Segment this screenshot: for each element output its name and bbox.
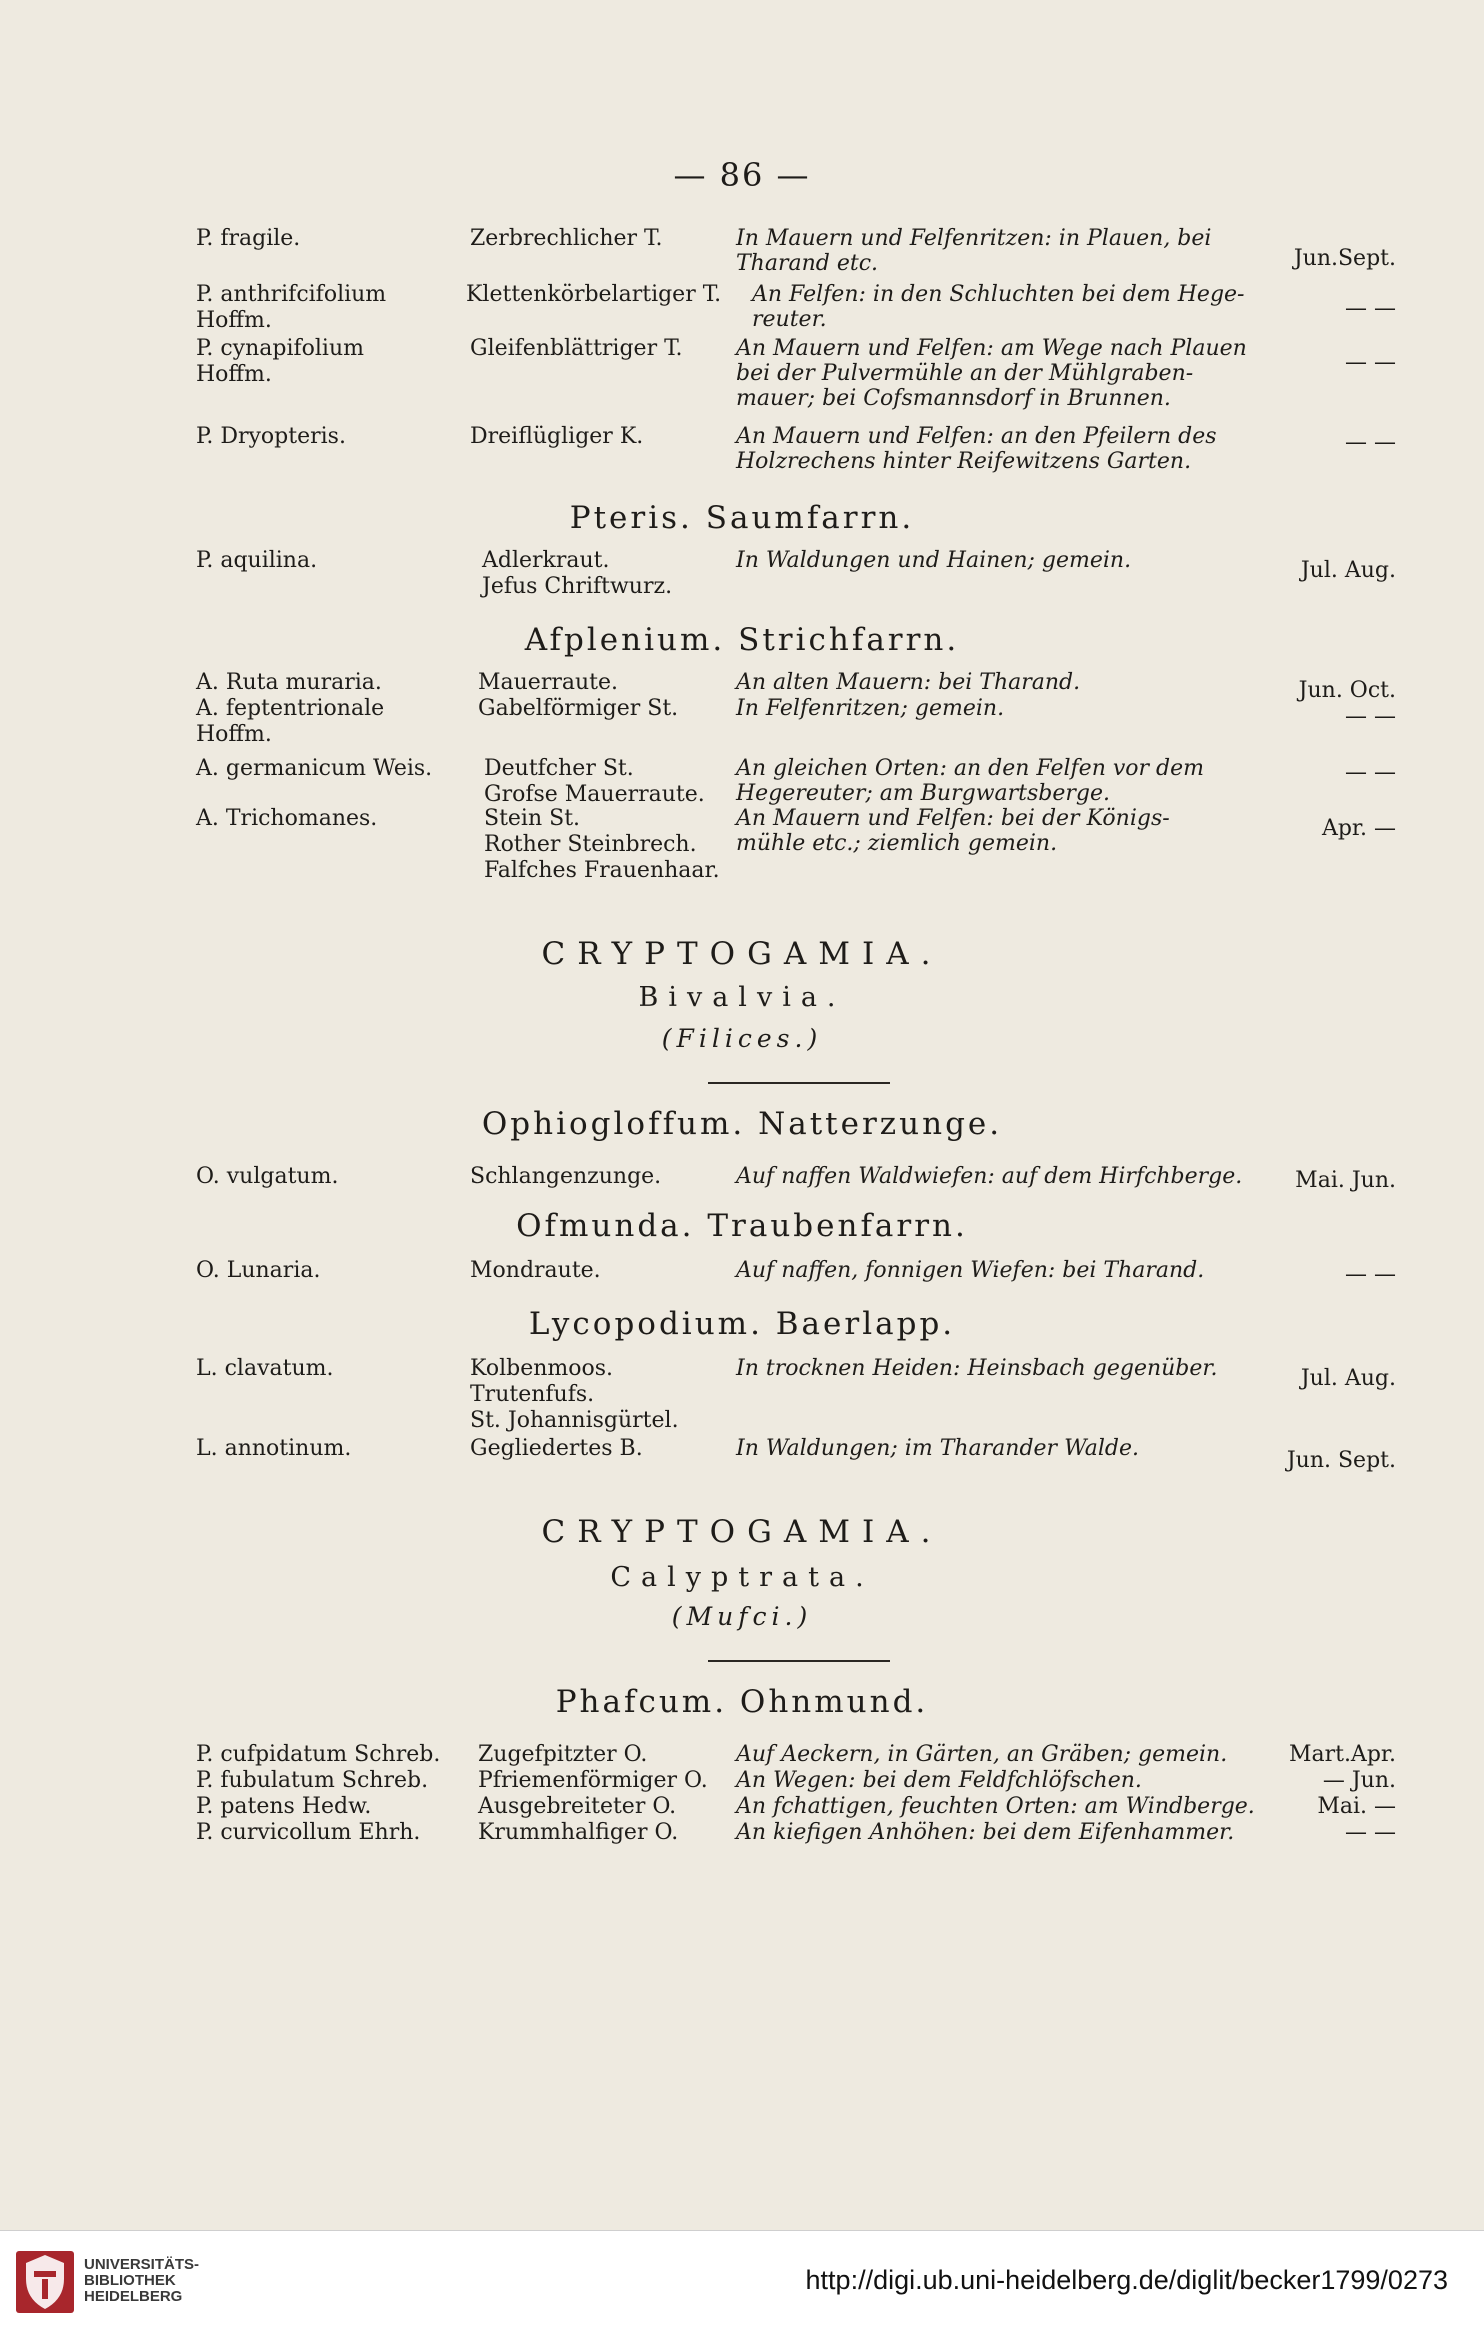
genus-heading: Lycopodium. Baerlapp. (528, 1306, 956, 1342)
flowering-season: — — (1345, 430, 1396, 455)
flowering-season: Apr. — (1321, 816, 1396, 841)
german-name: Kolbenmoos. Trutenfufs. St. Johannisgürtel. (470, 1356, 679, 1433)
flowering-season: — — (1345, 296, 1396, 321)
german-name: Dreiflügliger K. (470, 424, 644, 449)
flowering-season: Jul. Aug. (1300, 558, 1396, 583)
latin-name: P. cufpidatum Schreb. (196, 1742, 441, 1767)
german-name: Adlerkraut. Jefus Chriftwurz. (482, 548, 673, 599)
german-name: Gegliedertes B. (470, 1436, 643, 1461)
list-item (0, 696, 1484, 747)
divider (708, 1660, 890, 1662)
list-item (0, 336, 1484, 411)
german-name: Gleifenblättriger T. (470, 336, 683, 361)
list-item (0, 806, 1484, 883)
german-name: Mondraute. (470, 1258, 601, 1283)
genus-heading: Ofmunda. Traubenfarrn. (516, 1208, 968, 1244)
flowering-season: Mai. Jun. (1295, 1168, 1396, 1193)
latin-name: O. vulgatum. (196, 1164, 339, 1189)
german-name: Gabelförmiger St. (478, 696, 679, 721)
list-item (0, 548, 1484, 599)
list-item (0, 1820, 1484, 1845)
flowering-season: Jun. Sept. (1286, 1448, 1396, 1473)
flowering-season: Mai. — (1317, 1794, 1396, 1819)
habitat: In trocknen Heiden: Heinsbach gegenüber. (736, 1356, 1218, 1381)
german-name: Ausgebreiteter O. (478, 1794, 677, 1819)
list-item (0, 1258, 1484, 1287)
habitat: In Mauern und Felfenritzen: in Plauen, bei Tharand etc. (736, 226, 1212, 276)
german-name: Mauerraute. (478, 670, 619, 695)
list-item (0, 1768, 1484, 1793)
list-item (0, 1356, 1484, 1433)
habitat: An Wegen: bei dem Feldfchlöfschen. (736, 1768, 1142, 1793)
class-subtitle: Bivalvia. (638, 982, 846, 1013)
habitat: Auf naffen, fonnigen Wiefen: bei Tharand. (736, 1258, 1205, 1283)
latin-name: P. fubulatum Schreb. (196, 1768, 429, 1793)
latin-name: P. curvicollum Ehrh. (196, 1820, 421, 1845)
latin-name: L. clavatum. (196, 1356, 334, 1381)
genus-heading: Ophiogloffum. Natterzunge. (481, 1106, 1003, 1142)
source-url-link[interactable]: http://digi.ub.uni-heidelberg.de/diglit/becker1799/0273 (805, 2265, 1448, 2295)
class-title: CRYPTOGAMIA. (541, 1514, 943, 1550)
flowering-season: — Jun. (1322, 1768, 1396, 1793)
habitat: An Felfen: in den Schluchten bei dem Hege- reuter. (752, 282, 1245, 332)
habitat: An Mauern und Felfen: am Wege nach Plauen bei der Pulvermühle an der Mühlgraben- mauer; bei Cofsmannsdorf in Brunnen. (736, 336, 1247, 411)
list-item (0, 756, 1484, 807)
latin-name: O. Lunaria. (196, 1258, 321, 1283)
habitat: Auf naffen Waldwiefen: auf dem Hirfchberge. (736, 1164, 1243, 1189)
german-name: Deutfcher St. Grofse Mauerraute. (484, 756, 705, 807)
class-title: CRYPTOGAMIA. (541, 936, 943, 972)
genus-heading: Phafcum. Ohnmund. (555, 1684, 929, 1720)
flowering-season: — — (1345, 1262, 1396, 1287)
list-item (0, 282, 1484, 333)
list-item (0, 670, 1484, 703)
genus-heading: Pteris. Saumfarrn. (569, 500, 915, 536)
class-subtitle: Calyptrata. (610, 1562, 874, 1593)
german-name: Pfriemenförmiger O. (478, 1768, 708, 1793)
flowering-season: Mart.Apr. (1288, 1742, 1396, 1767)
latin-name: P. Dryopteris. (196, 424, 346, 449)
class-group: (Filices.) (661, 1024, 823, 1053)
latin-name: P. aquilina. (196, 548, 318, 573)
class-group: (Mufci.) (671, 1602, 813, 1631)
flowering-season: Jun.Sept. (1293, 246, 1396, 271)
footer-bar (0, 2230, 1484, 2333)
latin-name: A. Ruta muraria. (196, 670, 382, 695)
latin-name: P. fragile. (196, 226, 301, 251)
list-item (0, 424, 1484, 474)
list-item (0, 1742, 1484, 1767)
habitat: An kiefigen Anhöhen: bei dem Eifenhammer. (736, 1820, 1235, 1845)
divider (708, 1082, 890, 1084)
flowering-season: — — (1345, 350, 1396, 375)
flowering-season: — — (1345, 704, 1396, 729)
flowering-season: Jun. Oct. (1298, 678, 1396, 703)
library-name: UNIVERSITÄTS- BIBLIOTHEK HEIDELBERG (84, 2256, 200, 2305)
german-name: Zugefpitzter O. (478, 1742, 648, 1767)
latin-name: P. patens Hedw. (196, 1794, 372, 1819)
list-item (0, 1436, 1484, 1473)
university-seal-icon (14, 2249, 76, 2315)
genus-heading: Afplenium. Strichfarrn. (524, 622, 960, 658)
habitat: An alten Mauern: bei Tharand. (736, 670, 1081, 695)
german-name: Stein St. Rother Steinbrech. Falfches Frauenhaar. (484, 806, 720, 883)
latin-name: A. germanicum Weis. (196, 756, 433, 781)
list-item (0, 226, 1484, 276)
latin-name: P. anthrifcifolium Hoffm. (196, 282, 387, 333)
latin-name: L. annotinum. (196, 1436, 352, 1461)
list-item (0, 1794, 1484, 1819)
habitat: In Waldungen; im Tharander Walde. (736, 1436, 1140, 1461)
list-item (0, 1164, 1484, 1193)
habitat: An fchattigen, feuchten Orten: am Windberge. (736, 1794, 1255, 1819)
habitat: An Mauern und Felfen: an den Pfeilern des Holzrechens hinter Reifewitzens Garten. (736, 424, 1217, 474)
flowering-season: — — (1345, 760, 1396, 785)
german-name: Krummhalfiger O. (478, 1820, 679, 1845)
latin-name: P. cynapifolium Hoffm. (196, 336, 364, 387)
habitat: In Felfenritzen; gemein. (736, 696, 1005, 721)
flowering-season: Jul. Aug. (1300, 1366, 1396, 1391)
german-name: Schlangenzunge. (470, 1164, 662, 1189)
flowering-season: — — (1345, 1820, 1396, 1845)
german-name: Klettenkörbelartiger T. (466, 282, 722, 307)
habitat: An gleichen Orten: an den Felfen vor dem Hegereuter; am Burgwartsberge. (736, 756, 1205, 806)
latin-name: A. feptentrionale Hoffm. (196, 696, 385, 747)
habitat: Auf Aeckern, in Gärten, an Gräben; gemein. (736, 1742, 1228, 1767)
latin-name: A. Trichomanes. (196, 806, 378, 831)
page-number: — 86 — (673, 156, 811, 194)
habitat: An Mauern und Felfen: bei der Königs- mühle etc.; ziemlich gemein. (736, 806, 1170, 856)
habitat: In Waldungen und Hainen; gemein. (736, 548, 1132, 573)
german-name: Zerbrechlicher T. (470, 226, 663, 251)
